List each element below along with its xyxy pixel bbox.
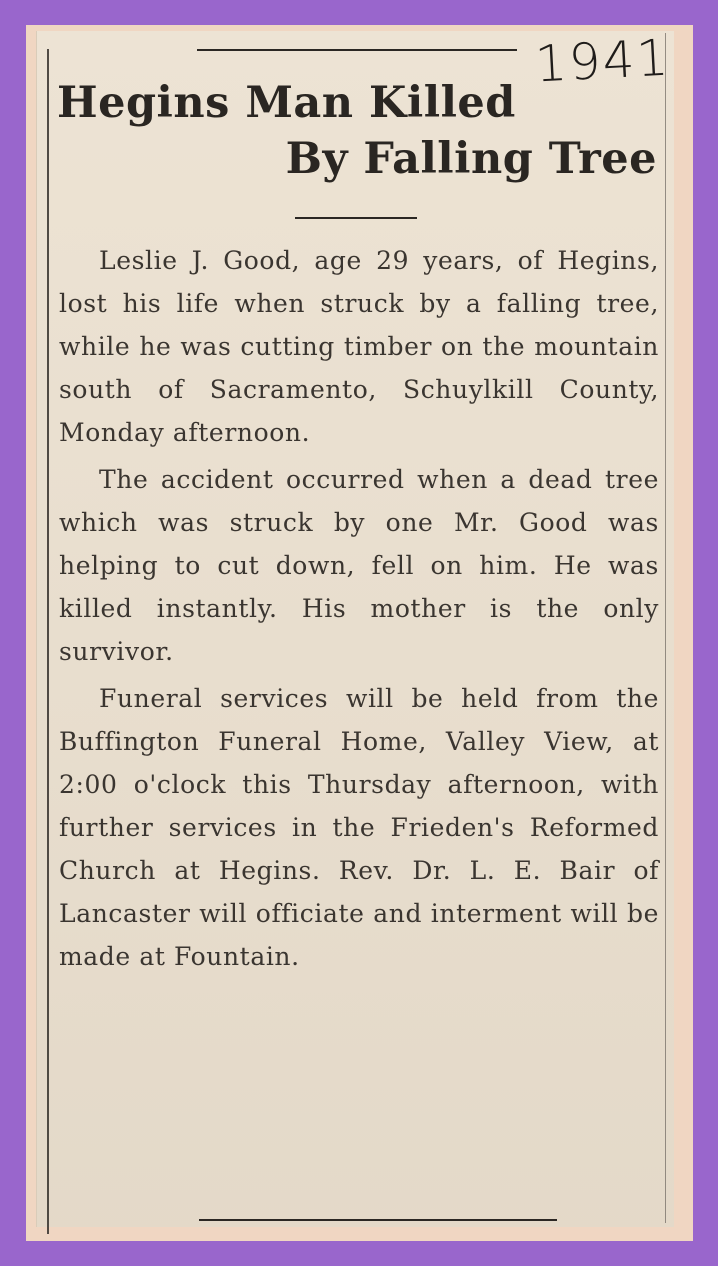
column-rule-right bbox=[665, 33, 666, 1223]
bottom-rule bbox=[199, 1219, 557, 1221]
handwritten-year: 1941 bbox=[533, 28, 672, 94]
headline-line-2: By Falling Tree bbox=[285, 134, 657, 184]
headline bbox=[57, 75, 657, 187]
headline-divider bbox=[295, 217, 417, 219]
paragraph-2: The accident occurred when a dead tree which was struck by one Mr. Good was helping to cut down, fell on him. He was killed instantly. His mother is the only survivor. bbox=[59, 465, 659, 666]
paragraph-1: Leslie J. Good, age 29 years, of Hegins, lost his life when struck by a falling tree, while he was cutting timber on the mountain south of Sacramento, Schuylkill County, Monday afternoon. bbox=[59, 246, 659, 447]
paragraph-3: Funeral services will be held from the Buffington Funeral Home, Valley View, at 2:00 o'clock this Thursday afternoon, with further services in the Frieden's Reformed Church at Hegins. Rev. Dr. L. E. Bair of Lancaster will officiate and interment will be made at Fountain. bbox=[59, 684, 659, 971]
photo-mat bbox=[26, 25, 693, 1241]
article-body bbox=[59, 239, 659, 978]
newspaper-clipping bbox=[36, 28, 674, 1227]
top-rule bbox=[197, 49, 517, 51]
column-rule-left bbox=[47, 49, 49, 1234]
headline-line-1: Hegins Man Killed bbox=[57, 78, 516, 128]
